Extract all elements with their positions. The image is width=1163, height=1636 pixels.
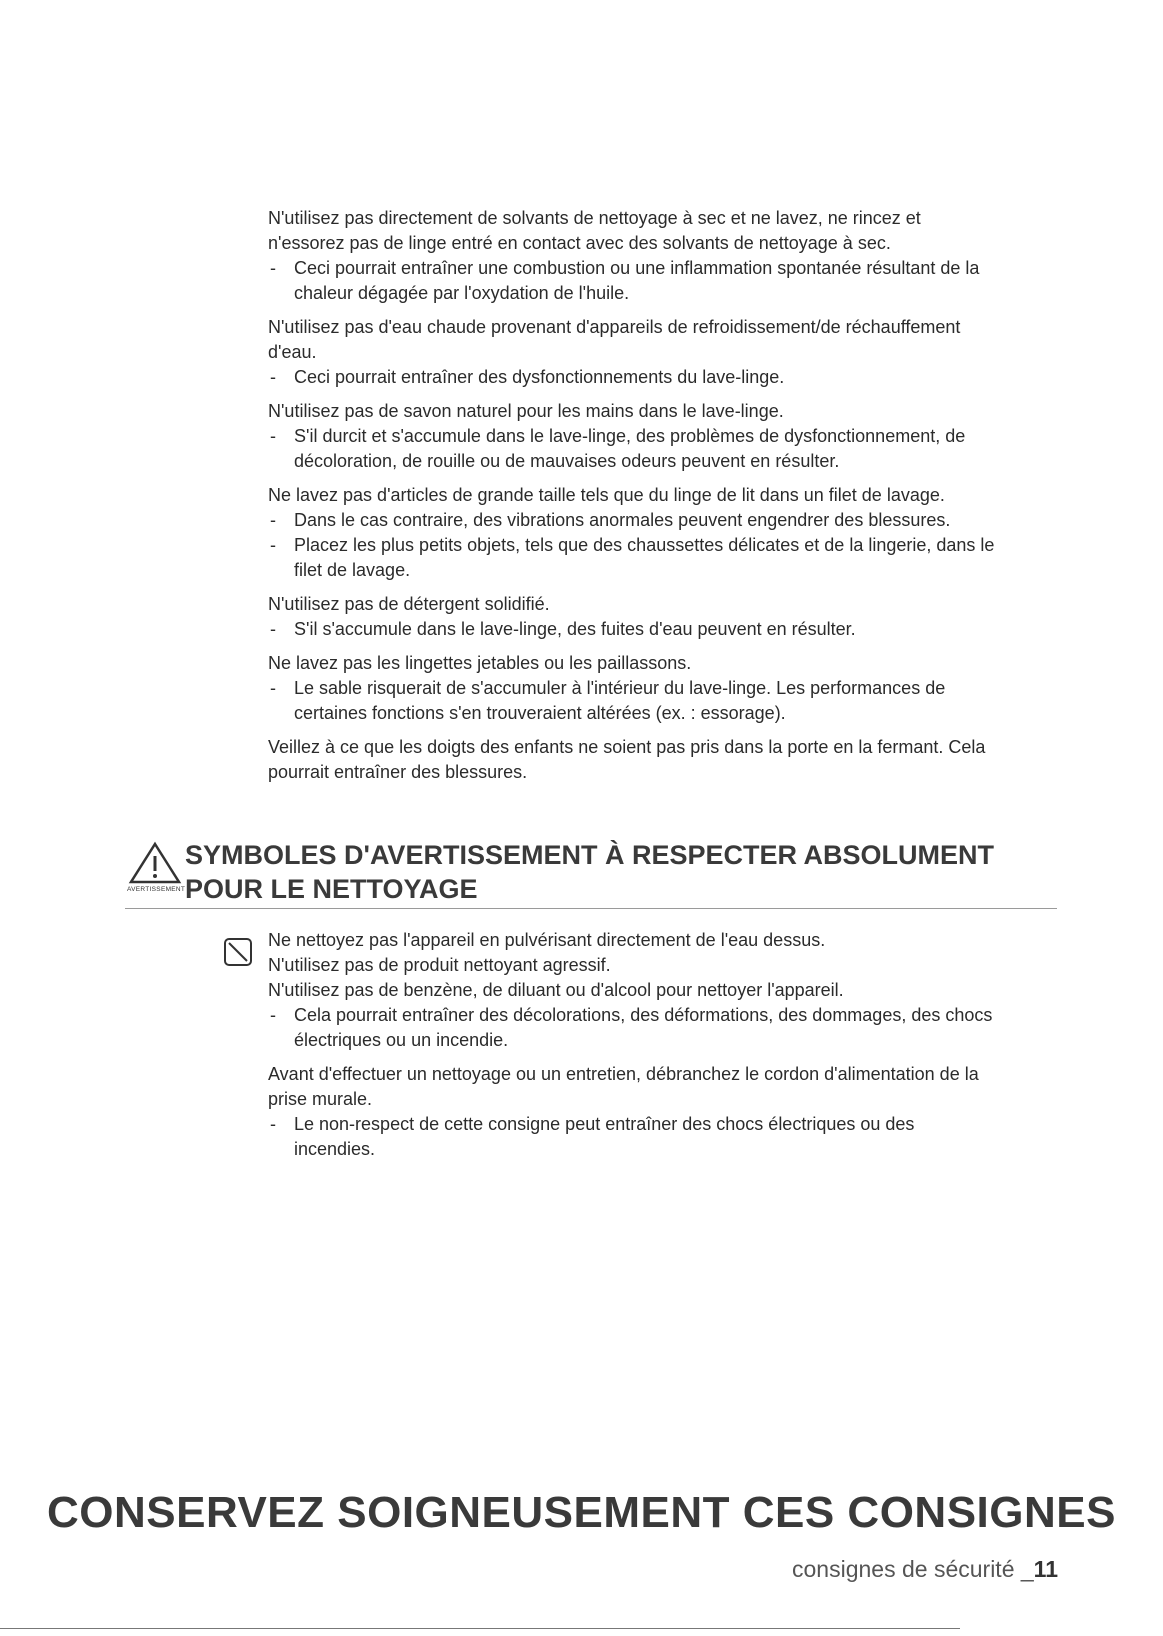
instruction-detail: - Ceci pourrait entraîner une combustion ou une inflammation spontanée résultant de la chaleur dégagée par l'oxydation de l'huile. <box>270 258 980 303</box>
instruction-text: Ne lavez pas les lingettes jetables ou les paillassons. <box>268 653 692 673</box>
instruction-detail: - S'il s'accumule dans le lave-linge, des fuites d'eau peuvent en résulter. <box>270 619 856 639</box>
instruction-detail: - Le non-respect de cette consigne peut entraîner des chocs électriques ou des incendies. <box>270 1114 915 1159</box>
instruction-detail: - Dans le cas contraire, des vibrations anormales peuvent engendrer des blessures. <box>270 510 951 530</box>
instruction-text: N'utilisez pas de savon naturel pour les mains dans le lave-linge. <box>268 401 784 421</box>
page-number: 11 <box>1033 1556 1058 1582</box>
instruction-text: Avant d'effectuer un nettoyage ou un entretien, débranchez le cordon d'alimentation de la prise murale. <box>268 1064 979 1109</box>
instruction-text: Veillez à ce que les doigts des enfants ne soient pas pris dans la porte en la fermant. Cela pourrait entraîner des blessures. <box>268 737 986 782</box>
instruction-text: Ne lavez pas d'articles de grande taille tels que du linge de lit dans un filet de lavage. <box>268 485 945 505</box>
no-symbol-icon <box>222 936 254 968</box>
instruction-text: N'utilisez pas directement de solvants de nettoyage à sec et ne lavez, ne rincez et n'essorez pas de linge entré en contact avec des solvants de nettoyage à sec. <box>268 208 921 253</box>
instruction-text: N'utilisez pas de détergent solidifié. <box>268 594 550 614</box>
instruction-detail: - S'il durcit et s'accumule dans le lave-linge, des problèmes de dysfonctionnement, de décoloration, de rouille ou de mauvaises odeurs peuvent en résulter. <box>270 426 966 471</box>
instruction-detail: - Cela pourrait entraîner des décolorations, des déformations, des dommages, des chocs électriques ou un incendie. <box>270 1005 993 1050</box>
warning-section-header <box>125 838 1057 909</box>
page-footer <box>792 1556 1058 1583</box>
instruction-item <box>268 592 1068 642</box>
instruction-text: Ne nettoyez pas l'appareil en pulvérisant directement de l'eau dessus. N'utilisez pas de produit nettoyant agressif. N'utilisez pas de benzène, de diluant ou d'alcool pour nettoyer l'appareil. <box>268 930 844 1000</box>
instruction-item <box>268 483 1068 583</box>
instruction-item <box>268 399 1068 474</box>
instruction-item <box>268 651 1068 726</box>
section-title: SYMBOLES D'AVERTISSEMENT À RESPECTER ABSOLUMENT POUR LE NETTOYAGE <box>185 840 994 904</box>
safety-instructions-list <box>268 206 1068 794</box>
instruction-item <box>268 1062 1068 1162</box>
footer-title: CONSERVEZ SOIGNEUSEMENT CES CONSIGNES <box>47 1488 1116 1537</box>
instruction-detail: - Ceci pourrait entraîner des dysfonctionnements du lave-linge. <box>270 367 785 387</box>
warning-caption: AVERTISSEMENT <box>127 886 186 893</box>
instruction-item <box>268 928 1068 1053</box>
instruction-item <box>268 735 1068 785</box>
warning-triangle-icon <box>127 840 186 900</box>
instruction-text: N'utilisez pas d'eau chaude provenant d'appareils de refroidissement/de réchauffement d'eau. <box>268 317 961 362</box>
instruction-detail: - Le sable risquerait de s'accumuler à l'intérieur du lave-linge. Les performances de certaines fonctions s'en trouveraient altérées (ex. : essorage). <box>270 678 946 723</box>
instruction-detail: - Placez les plus petits objets, tels que des chaussettes délicates et de la lingerie, dans le filet de lavage. <box>270 535 995 580</box>
cleaning-instructions-list <box>268 928 1068 1171</box>
instruction-item <box>268 315 1068 390</box>
instruction-item <box>268 206 1068 306</box>
footer-label: consignes de sécurité _ <box>792 1556 1034 1582</box>
bottom-rule <box>0 1628 960 1629</box>
